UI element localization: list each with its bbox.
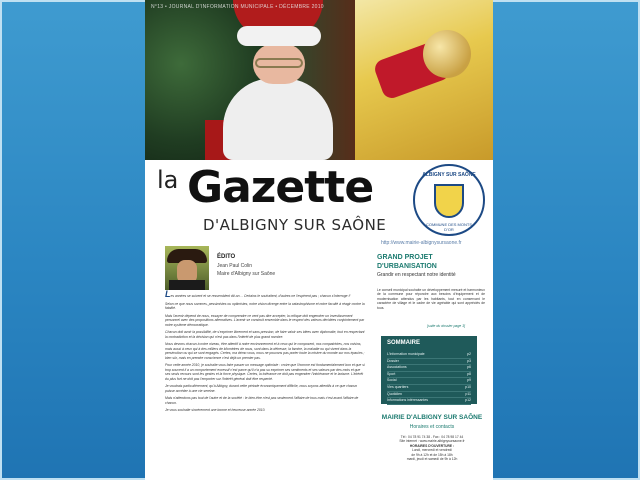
town-hall-info	[377, 435, 487, 461]
toc-list	[387, 352, 471, 405]
project-text: Le conseil municipal souhaite un développement mesuré et harmonieux de la commune pour répondre aux besoins d'équipement et de modernisation attendus par les habitants, tout en conservant le caractère de village et le cadre de vie agréable qui sont appréciés de tous.	[377, 288, 485, 310]
toc-item[interactable]	[387, 365, 471, 372]
masthead-la: la	[157, 166, 179, 194]
project-continued-link[interactable]: [suite du dossier page 3]	[427, 324, 466, 328]
toc-item-label: L'information municipale	[387, 352, 425, 356]
toc-item[interactable]	[387, 385, 471, 392]
town-hall-hours-heading: HORAIRES D'OUVERTURE :	[409, 443, 455, 448]
toc-item[interactable]	[387, 359, 471, 366]
toc-item-page: p9	[467, 378, 471, 383]
toc-item-page: p6	[467, 365, 471, 370]
edito-body	[165, 289, 365, 416]
edito-paragraph: Pour cette année 2010, je souhaite vous faire passer un message optimiste : croire que l'homme est fondamentalement bon et que si trop souvent il a un comportement excessif c'est parce qu'il n'a pas su exprimer ses sentiments et ses valeurs par des mots et que ses seuls recours sont les gestes et la force physique. Certes, la tolérance ne doit pas engendrer l'intolérance et le laxisme. L'intérêt du plus fort ne doit pas l'emporter sur l'intérêt général doit être respecté.	[165, 363, 365, 381]
gold-ornament-image	[423, 30, 471, 78]
edito-title: ÉDITO	[217, 254, 236, 260]
masthead-title: Gazette	[187, 162, 374, 213]
toc-item-page: p2	[467, 352, 471, 356]
toc-title: SOMMAIRE	[387, 340, 420, 346]
crest-shield-icon	[434, 184, 464, 218]
toc-item-page: p12	[465, 398, 471, 403]
edito-paragraph: Nous devons chacun à notre niveau, être attentif à notre environnement et à ceux qui le composent, nos compatriotes, nos voisins, mais aussi à ceux qui à des milliers de kilomètres de nous, sont dans la détresse, la famine, la maladie ou qui vivent dans la persécution ou qui se sont engagés. Certes, ma démo vous, nous ne pouvons pas porter toute la misère du monde sur nos épaules ; bien sûr, mais en prendre conscience c'est déjà un premier pas.	[165, 342, 365, 360]
cover-photo	[145, 0, 493, 160]
santa-hat-fur-image	[237, 26, 321, 46]
edito-paragraph: Mais n'attendons pas tout de l'autre et de la société : le bien-être n'est pas seulement l'affaire de tous mais c'est avant l'affaire de chacun.	[165, 396, 359, 405]
edito-role: Maire d'Albigny sur Saône	[217, 271, 276, 277]
town-hall-hours-line: Lundi, mercredi et vendredi	[412, 448, 452, 453]
project-title-line2: D'URBANISATION	[377, 263, 437, 270]
santa-beard-image	[223, 78, 333, 160]
town-hall-hours-line: de 9h à 12h et de 15h à 18h	[411, 452, 453, 457]
toc-item-label: Vies quartiers	[387, 384, 409, 389]
toc-item-page: p3	[467, 358, 471, 363]
toc-item[interactable]	[387, 372, 471, 379]
toc-item-label: Dossier	[387, 358, 399, 363]
edito-paragraph: Je voudrais particulièrement, qu'à Albigny, durant cette période économiquement difficile, nous soyons attentifs à ce que chacun puisse accéder à une vie sereine.	[165, 384, 358, 393]
santa-glasses-image	[255, 58, 303, 68]
toc-item-label: Informations intéressantes	[387, 398, 429, 403]
toc-item[interactable]	[387, 398, 471, 405]
edito-author: Jean Paul Colin	[217, 263, 253, 269]
toc-item-label: Social	[387, 378, 397, 383]
edito-paragraph: Les années se suivent et se ressemblent dit-on… Certains le souhaitent, d'autres ne l'espèrent pas ; chacun s'interroge !!	[165, 289, 351, 299]
toc-item-label: Associations	[387, 365, 407, 370]
newsletter-page	[145, 0, 493, 480]
toc-item-page: p10	[465, 384, 471, 389]
toc-item-label: Sport	[387, 371, 396, 376]
project-subtitle: Grandir en respectant notre identité	[377, 272, 456, 278]
toc-item-page: p8	[467, 371, 471, 376]
edito-paragraph: Selon ce que nous sommes, pessimistes ou optimistes, notre vision diverge entre la catastrophisme et notre faculté à réagir contre la fatalité.	[165, 301, 365, 310]
author-shirt-image	[169, 280, 205, 290]
town-hall-title: MAIRIE D'ALBIGNY SUR SAÔNE	[381, 414, 483, 421]
town-hall-website[interactable]: Site internet : www.mairie-albignysursaone.fr	[399, 439, 465, 444]
town-hall-phone: Tél : 04 78 91 74 38 - Fax : 04 78 98 17 44	[400, 435, 464, 439]
town-hall-hours-line: mardi, jeudi et samedi de 9h à 12h	[406, 457, 458, 462]
table-of-contents	[381, 336, 477, 404]
edito-paragraph: Je vous souhaite sincèrement une bonne et heureuse année 2010.	[165, 408, 266, 412]
author-photo	[165, 246, 209, 290]
toc-item[interactable]	[387, 392, 471, 399]
toc-item-page: p11	[465, 391, 471, 396]
edito-paragraph: Mais l'avenir dépend de nous, essayer de comprendre ce vent pas dire accepter, la critique doit engendrer un investissement personnel avec des propositions alternatives. L'avenir se construit ensemble dans le respect des valeurs décidées conjointement par notre système démocratique.	[165, 313, 365, 327]
issue-strip: N°13 • JOURNAL D'INFORMATION MUNICIPALE • DÉCEMBRE 2010	[151, 4, 324, 10]
toc-item[interactable]	[387, 352, 471, 359]
masthead	[145, 160, 493, 246]
edito-paragraph: Chacun doit avoir la possibilité, de s'exprimer librement et sans pression, de faire valoir ses idées avec diplomatie, tout en respectant la contradiction et la décision qui n'est pas dans l'intérêt de plus grand nombre.	[165, 330, 365, 339]
crest-bottom-text: COMMUNE DES MONTS D'OR	[426, 222, 472, 232]
project-title-line1: GRAND PROJET	[377, 254, 433, 261]
town-hall-subtitle: Horaires et contacts	[409, 424, 455, 430]
toc-item-label: Quotidien	[387, 391, 402, 396]
crest-top-text: ALBIGNY SUR SAÔNE	[422, 172, 476, 178]
toc-item[interactable]	[387, 378, 471, 385]
masthead-subtitle: D'ALBIGNY SUR SAÔNE	[203, 216, 387, 234]
website-url: http://www.mairie-albignysursaone.fr	[381, 240, 462, 246]
